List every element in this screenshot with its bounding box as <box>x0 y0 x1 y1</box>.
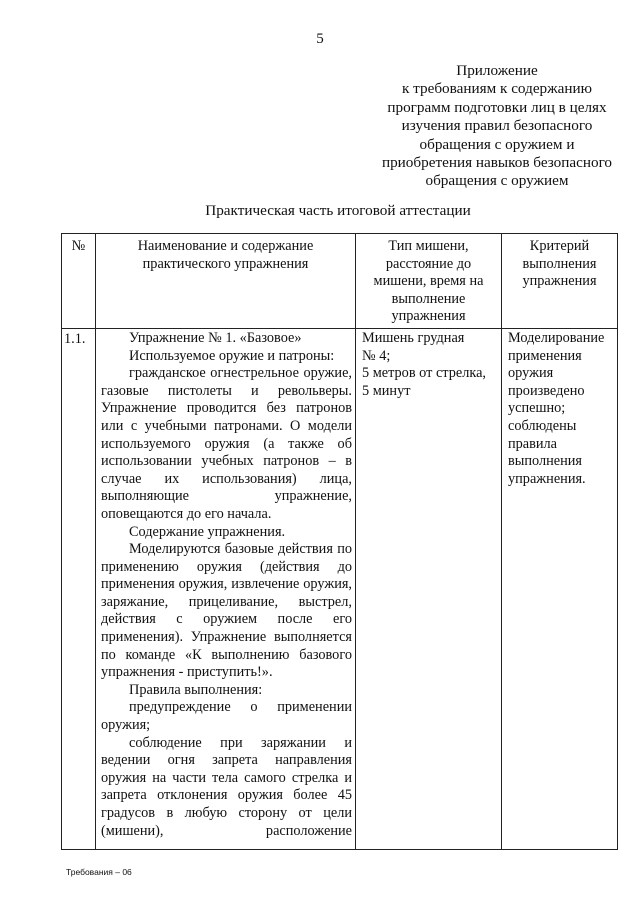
header-name-line: Наименование и содержание <box>137 238 314 254</box>
appendix-line: к требованиям к содержанию <box>402 80 592 98</box>
header-target-line: мишени, время на <box>373 273 484 290</box>
appendix-line: обращения с оружием и <box>419 135 575 153</box>
exercise-table <box>61 233 618 850</box>
header-criterion-line: Критерий <box>529 238 590 254</box>
exercise-content <box>96 328 356 849</box>
footer-label: Требования – 06 <box>66 867 132 877</box>
appendix-line: приобретения навыков безопасного <box>381 154 613 172</box>
criterion-line: соблюдены <box>508 417 577 434</box>
header-name <box>96 234 356 329</box>
page-number: 5 <box>316 31 324 47</box>
appendix-line: обращения с оружием <box>425 172 569 190</box>
exercise-paragraph: гражданское огнестрельное оружие, газовые пистолеты и револьверы. Упражнение проводится без патронов или с учебными патронами. О модели используемого оружия (а также об использовании учебных патронов – в случае их использования) лица, выполняющие упражнение, оповещаются до его начала. <box>101 365 352 522</box>
target-line: 5 минут <box>362 382 411 399</box>
exercise-paragraph: Правила выполнения: <box>129 681 263 698</box>
exercise-paragraph: Упражнение № 1. «Базовое» <box>129 329 302 346</box>
appendix-line: изучения правил безопасного <box>401 117 593 135</box>
header-target-line: Тип мишени, <box>388 238 469 254</box>
target-line: Мишень грудная <box>362 329 465 346</box>
exercise-paragraph: Содержание упражнения. <box>129 523 286 540</box>
appendix-heading <box>372 62 622 191</box>
criterion-line: произведено <box>508 382 585 399</box>
header-criterion-line: выполнения <box>522 255 597 272</box>
criterion-line: правила <box>508 435 558 452</box>
target-description <box>356 328 502 849</box>
header-criterion <box>502 234 618 329</box>
appendix-line: программ подготовки лиц в целях <box>387 98 607 116</box>
header-target-line: выполнение <box>391 290 466 307</box>
exercise-paragraph: предупреждение о применении оружия; <box>101 699 352 734</box>
table-header-row <box>62 234 618 329</box>
exercise-paragraph: соблюдение при заряжании и ведении огня запрета направления оружия на части тела самого стрелка и запрета отклонения оружия более 45 градусов в любую сторону от цели (мишени), расположение <box>101 734 352 839</box>
exercise-paragraph: Моделируются базовые действия по применению оружия (действия до применения оружия, извлечение оружия, заряжание, прицеливание, выстрел, действия с оружием после его применения). Упражнение выполняется по команде «К выполнению базового упражнения - приступить!». <box>101 541 352 681</box>
header-target-line: расстояние до <box>385 255 472 272</box>
header-number: № <box>62 234 96 329</box>
criterion-line: Моделирование <box>508 329 605 346</box>
criterion-line: упражнения. <box>508 470 586 487</box>
exercise-paragraph: Используемое оружие и патроны: <box>129 347 335 364</box>
criterion-line: выполнения <box>508 453 582 470</box>
table-row <box>62 328 618 849</box>
target-line: 5 метров от стрелка, <box>362 365 486 382</box>
header-criterion-line: упражнения <box>522 273 597 290</box>
header-target-line: упражнения <box>391 308 466 325</box>
header-name-line: практического упражнения <box>142 255 309 272</box>
row-number: 1.1. <box>62 328 96 849</box>
appendix-line: Приложение <box>456 62 538 79</box>
criterion-line: успешно; <box>508 400 566 417</box>
criterion-line: применения <box>508 347 582 364</box>
header-target <box>356 234 502 329</box>
criterion-line: оружия <box>508 365 554 382</box>
section-title: Практическая часть итоговой аттестации <box>205 202 471 219</box>
criterion-description <box>502 328 618 849</box>
target-line: № 4; <box>362 347 391 364</box>
